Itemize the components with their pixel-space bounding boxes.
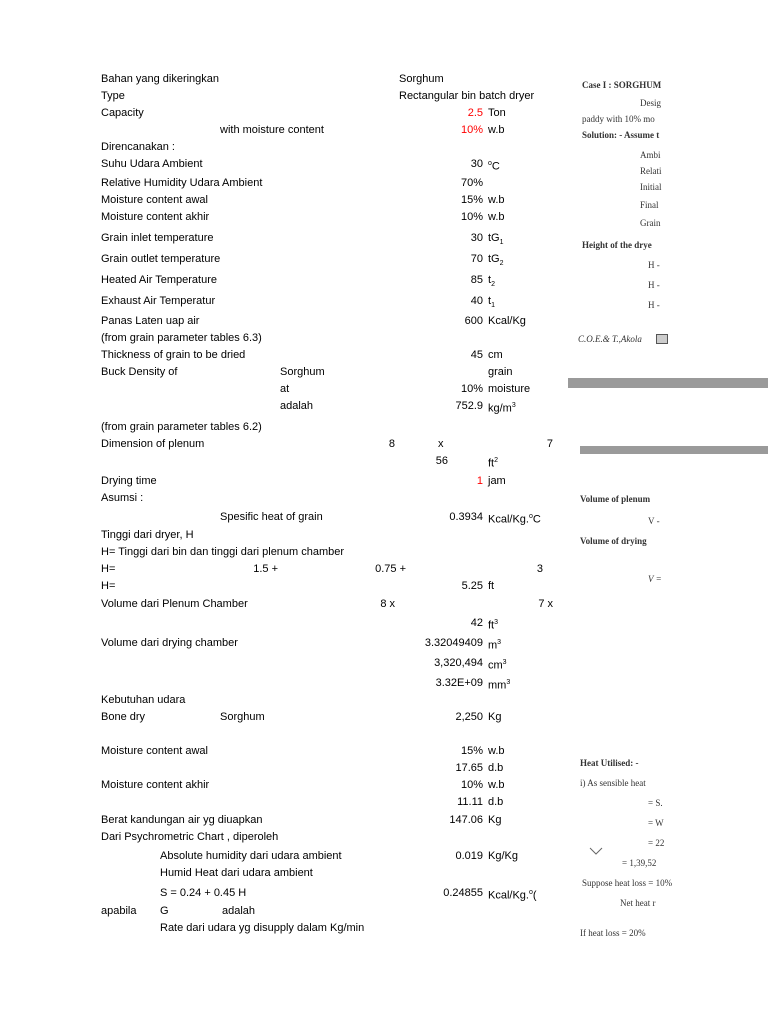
row-number: 7 x (538, 598, 553, 610)
scan-line: H - (648, 260, 660, 270)
row-unit: $t_1$ (488, 295, 495, 310)
row-value: Sorghum (399, 73, 444, 85)
row-label: Tinggi dari dryer, H (101, 529, 194, 541)
row-sublabel: Absolute humidity dari udara ambient (160, 850, 342, 862)
row-label: Capacity (101, 107, 144, 119)
scan-line: Final (640, 200, 659, 210)
scan-line: H - (648, 300, 660, 310)
row-number: 70% (460, 177, 483, 189)
row-number: 147.06 (449, 814, 483, 826)
row-number: x (438, 438, 444, 450)
row-mid: Sorghum (280, 366, 325, 378)
row-number: 42 (470, 617, 483, 629)
scan-line: paddy with 10% mo (582, 114, 655, 124)
scan-line: H - (648, 280, 660, 290)
scan-line: Relati (640, 166, 662, 176)
row-label: Volume dari drying chamber (101, 637, 238, 649)
row-sublabel: Sorghum (220, 711, 265, 723)
scan-heading: Height of the drye (582, 240, 652, 250)
row-label: Grain outlet temperature (101, 253, 221, 265)
row-unit: w.b (488, 194, 505, 206)
row-number: 752.9 (455, 400, 483, 412)
row-unit: w.b (488, 745, 505, 757)
row-number: 56 (435, 455, 448, 467)
row-number: 3.32049409 (424, 637, 483, 649)
row-label: Drying time (101, 475, 157, 487)
row-unit: d.b (488, 796, 504, 808)
scan-line: V = (648, 574, 662, 584)
row-number: 10% (460, 383, 483, 395)
row-label: Bahan yang dikeringkan (101, 73, 220, 85)
row-number: 1 (476, 475, 483, 487)
scan-heading: Volume of drying (580, 536, 647, 546)
row-number: 10% (460, 124, 483, 136)
row-number: 8 x (380, 598, 395, 610)
row-mid: adalah (222, 905, 256, 917)
row-unit: ft (488, 580, 495, 592)
scan-line: Desig (640, 98, 661, 108)
row-number: 70 (470, 253, 483, 265)
row-label: Grain inlet temperature (101, 232, 214, 244)
row-label: Dari Psychrometric Chart , diperoleh (101, 831, 279, 843)
scan-divider (568, 378, 768, 388)
row-mid: adalah (280, 400, 314, 412)
row-unit: $tG_2$ (488, 253, 504, 268)
scan-line: Ambi (640, 150, 661, 160)
row-unit: Kcal/Kg (488, 315, 526, 327)
row-unit: w.b (488, 211, 505, 223)
row-unit: $kg/m^3$ (488, 402, 516, 415)
row-number: 7 (546, 438, 553, 450)
row-unit: $cm^3$ (488, 659, 507, 672)
row-label: Kebutuhan udara (101, 694, 186, 706)
row-label: Heated Air Temperature (101, 274, 217, 286)
row-unit: Ton (488, 107, 506, 119)
row-sublabel: Spesific heat of grain (220, 511, 323, 523)
row-number: 3,320,494 (434, 657, 483, 669)
row-label: apabila (101, 905, 137, 917)
row-unit: grain (488, 366, 513, 378)
row-number: 0.019 (455, 850, 483, 862)
row-unit: Kg/Kg (488, 850, 518, 862)
row-label: Buck Density of (101, 366, 178, 378)
scan-line: Suppose heat loss = 10% (582, 878, 673, 888)
row-number: 8 (388, 438, 395, 450)
row-label: Panas Laten uap air (101, 315, 200, 327)
row-number: 17.65 (455, 762, 483, 774)
row-unit: w.b (488, 779, 505, 791)
row-number: 0.24855 (443, 887, 483, 899)
scan-line: V - (648, 516, 660, 526)
row-mid: at (280, 383, 290, 395)
row-unit: cm (488, 349, 503, 361)
row-unit: $^o$C (488, 160, 500, 173)
row-number: 15% (460, 194, 483, 206)
scan-line: = S. (648, 798, 663, 808)
row-number: 40 (470, 295, 483, 307)
row-label: Suhu Udara Ambient (101, 158, 203, 170)
row-sublabel: Rate dari udara yg disupply dalam Kg/min (160, 922, 365, 934)
scan-box-mark (656, 334, 668, 344)
row-number: 0.3934 (449, 511, 483, 523)
scan-heading: Heat Utilised: - (580, 758, 639, 768)
row-label: Bone dry (101, 711, 146, 723)
row-unit: Kg (488, 814, 502, 826)
row-label: (from grain parameter tables 6.2) (101, 421, 262, 433)
row-unit: Kcal/Kg.$^o$( (488, 889, 537, 902)
row-label: Asumsi : (101, 492, 144, 504)
row-number: 1.5 + (253, 563, 278, 575)
row-label: Berat kandungan air yg diuapkan (101, 814, 263, 826)
row-unit: $m^3$ (488, 639, 502, 652)
scan-line: If heat loss = 20% (580, 928, 646, 938)
scan-line: i) As sensible heat (580, 778, 646, 788)
scan-line: Solution: - Assume t (582, 130, 660, 140)
row-label: H= (101, 563, 116, 575)
row-label: Dimension of plenum (101, 438, 205, 450)
row-label: Exhaust Air Temperatur (101, 295, 216, 307)
scan-footer: C.O.E.& T.,Akola (578, 334, 642, 344)
row-unit: moisture (488, 383, 531, 395)
row-number: 15% (460, 745, 483, 757)
row-number: 3.32E+09 (435, 677, 483, 689)
row-label: H= Tinggi dari bin dan tinggi dari plenum chamber (101, 546, 345, 558)
row-label: Moisture content akhir (101, 211, 210, 223)
row-number: 0.75 + (375, 563, 406, 575)
row-number: 5.25 (461, 580, 483, 592)
row-number: 2.5 (467, 107, 483, 119)
row-sublabel: S = 0.24 + 0.45 H (160, 887, 247, 899)
row-label: H= (101, 580, 116, 592)
row-unit: Kcal/Kg.$^o$C (488, 513, 541, 526)
scan-heading: Volume of plenum (580, 494, 651, 504)
row-sublabel: with moisture content (220, 124, 324, 136)
row-unit: jam (488, 475, 506, 487)
row-number: 30 (470, 232, 483, 244)
scan-line: = 22 (648, 838, 665, 848)
row-number: 10% (460, 211, 483, 223)
row-unit: $tG_1$ (488, 232, 504, 247)
row-number: 45 (470, 349, 483, 361)
row-label: Moisture content awal (101, 194, 208, 206)
row-number: 11.11 (457, 796, 483, 808)
row-number: 10% (460, 779, 483, 791)
row-label: Moisture content akhir (101, 779, 210, 791)
row-number: 600 (464, 315, 483, 327)
row-number: 85 (470, 274, 483, 286)
row-unit: w.b (488, 124, 505, 136)
scan-divider (580, 446, 768, 454)
scan-line: Initial (640, 182, 662, 192)
row-label: Thickness of grain to be dried (101, 349, 246, 361)
row-number: 3 (536, 563, 543, 575)
row-label: Type (101, 90, 125, 102)
row-label: (from grain parameter tables 6.3) (101, 332, 262, 344)
row-label: Moisture content awal (101, 745, 208, 757)
scan-line: = W (648, 818, 664, 828)
row-unit: $ft^2$ (488, 457, 499, 470)
scan-line: Grain (640, 218, 661, 228)
row-label: Relative Humidity Udara Ambient (101, 177, 263, 189)
row-unit: $ft^3$ (488, 619, 499, 632)
row-label: Volume dari Plenum Chamber (101, 598, 248, 610)
scan-line: = 1,39,52 (622, 858, 657, 868)
row-number: 2,250 (455, 711, 483, 723)
row-unit: $mm^3$ (488, 679, 511, 692)
row-sublabel: Humid Heat dari udara ambient (160, 867, 313, 879)
row-unit: Kg (488, 711, 502, 723)
scanned-reference-image (568, 62, 768, 962)
scan-line: Net heat r (620, 898, 656, 908)
row-unit: $t_2$ (488, 274, 495, 289)
row-value: Rectangular bin batch dryer (399, 90, 535, 102)
scan-title: Case I : SORGHUM (582, 80, 662, 90)
row-sublabel: G (160, 905, 169, 917)
scan-arrow-marks (568, 842, 614, 882)
row-unit: d.b (488, 762, 504, 774)
row-number: 30 (470, 158, 483, 170)
row-label: Direncanakan : (101, 141, 175, 153)
